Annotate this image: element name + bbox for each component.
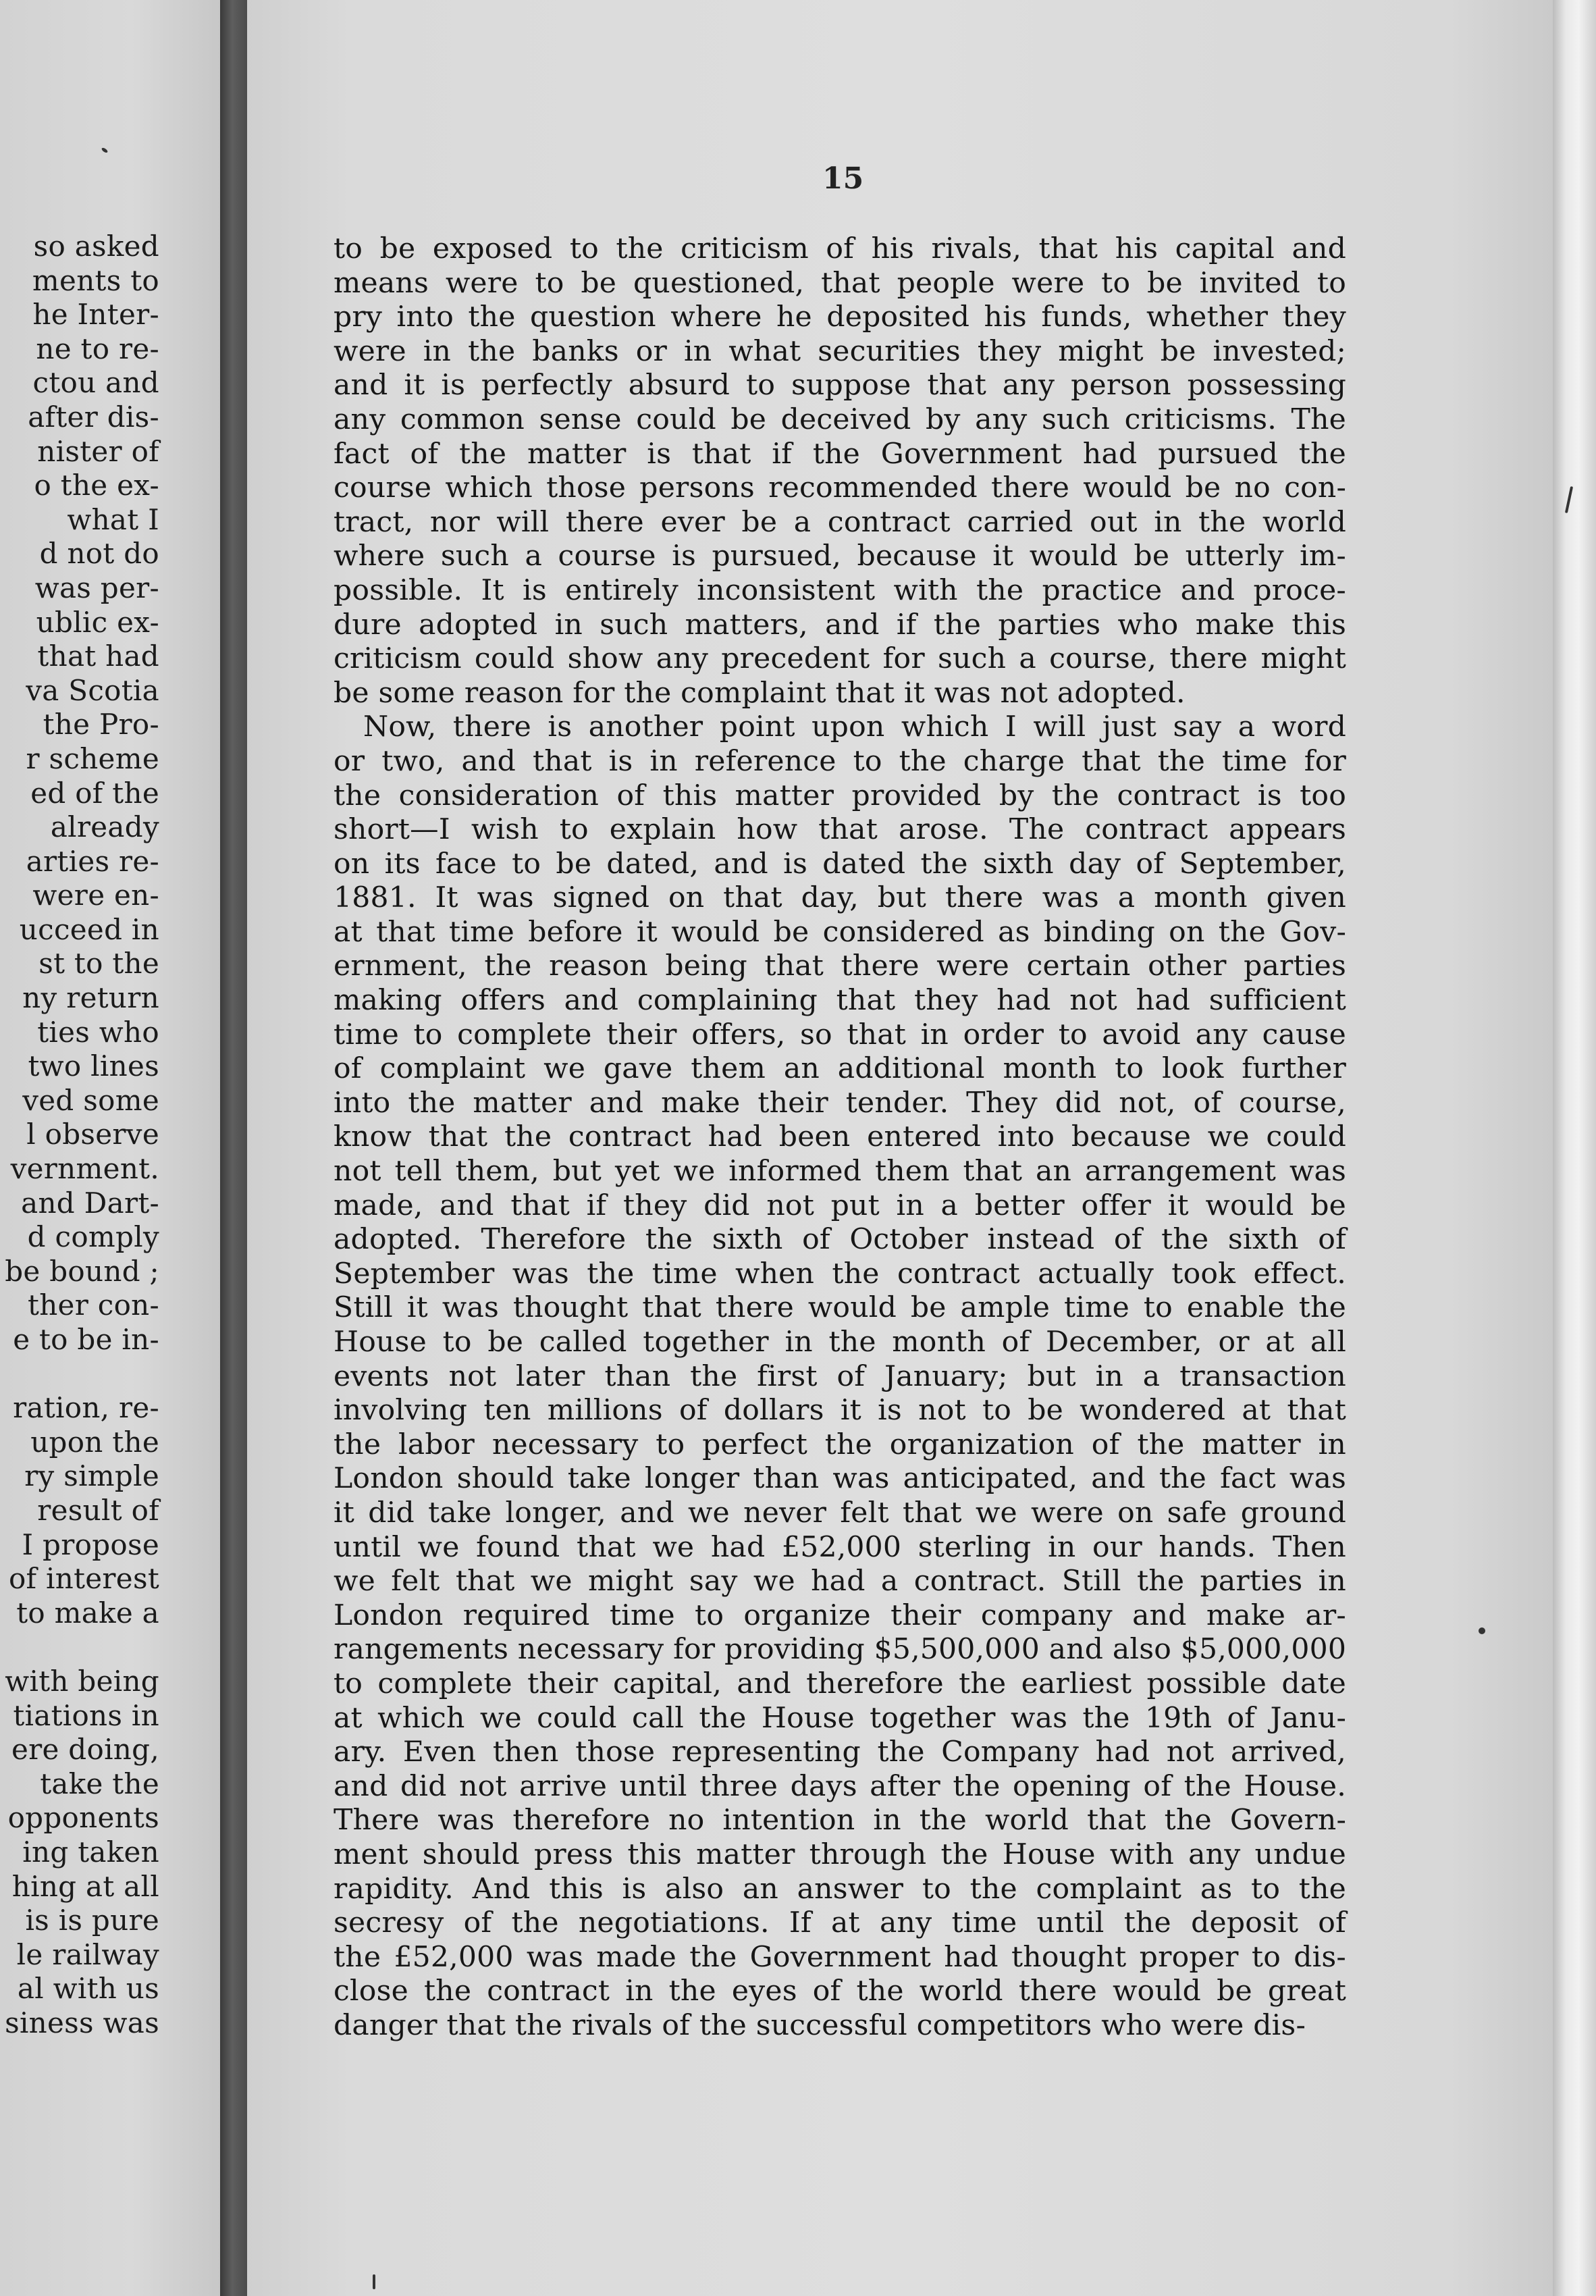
left-page-line: ing taken	[22, 1835, 159, 1869]
text-line: ernment, the reason being that there were certain other parties	[334, 949, 1346, 983]
left-page-line: of interest	[8, 1562, 159, 1596]
left-page-line: he Inter-	[32, 298, 159, 332]
text-line: the £52,000 was made the Government had thought proper to dis-	[334, 1940, 1346, 1974]
text-line: House to be called together in the month of December, or at all	[334, 1326, 1346, 1359]
text-line: close the contract in the eyes of the world there would be great	[334, 1975, 1346, 2008]
left-page-line: tiations in	[13, 1698, 159, 1732]
left-page-line: the Pro-	[43, 708, 159, 741]
left-page-line: ther con-	[28, 1288, 159, 1322]
text-line: of complaint we gave them an additional month to look further	[334, 1052, 1346, 1086]
text-line: September was the time when the contract actually took effect.	[334, 1257, 1346, 1290]
text-line: Still it was thought that there would be ample time to enable the	[334, 1291, 1346, 1325]
text-line: dure adopted in such matters, and if the parties who make this	[334, 608, 1346, 642]
left-page-line: ucceed in	[19, 912, 159, 946]
left-page-line: l observe	[26, 1118, 159, 1151]
left-page-line: al with us	[17, 1972, 159, 2006]
left-page-line: o the ex-	[34, 469, 159, 502]
left-page-line: ration, re-	[13, 1391, 159, 1425]
text-line: rangements necessary for providing $5,500,000 and also $5,000,000	[334, 1633, 1347, 1667]
left-page-line: siness was	[5, 2006, 159, 2039]
text-line: into the matter and make their tender. They did not, of course,	[334, 1086, 1346, 1120]
ink-speck	[373, 2274, 375, 2289]
page-edge	[1553, 0, 1596, 2296]
text-line: secresy of the negotiations. If at any time until the deposit of	[334, 1906, 1346, 1940]
text-line: to be exposed to the criticism of his rivals, that his capital and	[334, 232, 1346, 265]
left-page-line: upon the	[30, 1425, 159, 1459]
text-line: were in the banks or in what securities they might be invested;	[334, 334, 1346, 368]
left-page-line: ne to re-	[36, 332, 159, 365]
left-page-line: was per-	[34, 571, 159, 604]
left-page-line: d comply	[27, 1220, 159, 1254]
left-page-line: hing at all	[11, 1869, 159, 1903]
text-line: possible. It is entirely inconsistent with the practice and proce-	[334, 573, 1346, 607]
left-page-line: were en-	[32, 879, 159, 912]
left-page-line: ments to	[32, 263, 159, 297]
left-page-line: ry simple	[24, 1459, 159, 1493]
text-line: it did take longer, and we never felt that we were on safe ground	[334, 1496, 1346, 1530]
text-line: or two, and that is in reference to the charge that the time for	[334, 744, 1346, 778]
text-line: fact of the matter is that if the Government had pursued the	[334, 437, 1346, 471]
text-line: where such a course is pursued, because it would be utterly im-	[334, 540, 1346, 573]
left-page-line	[0, 1630, 159, 1665]
text-line: at that time before it would be considered as binding on the Gov-	[334, 915, 1346, 949]
text-line: be some reason for the complaint that it was not adopted.	[334, 676, 1186, 710]
left-page-line: I propose	[22, 1528, 159, 1561]
left-page-fragment	[0, 0, 220, 2296]
left-page-line: and Dart-	[21, 1186, 159, 1220]
text-line: means were to be questioned, that people were to be invited to	[334, 266, 1346, 300]
text-line: involving ten millions of dollars it is not to be wondered at that	[334, 1394, 1346, 1428]
text-line: at which we could call the House together was the 19th of Janu-	[334, 1701, 1346, 1735]
text-line: short—I wish to explain how that arose. The contract appears	[334, 813, 1346, 847]
left-page-line: ties who	[37, 1015, 159, 1049]
text-line: ary. Even then those representing the Company had not arrived,	[334, 1736, 1346, 1769]
left-page-line: to make a	[16, 1596, 159, 1629]
body-text	[334, 232, 1346, 2043]
text-line: any common sense could be deceived by any such criticisms. The	[334, 402, 1346, 436]
text-line: danger that the rivals of the successful competitors who were dis-	[334, 2008, 1306, 2042]
left-page-line: st to the	[38, 947, 159, 981]
left-page-line: d not do	[39, 537, 159, 571]
left-page-line: opponents	[7, 1801, 159, 1835]
text-line: the consideration of this matter provided by the contract is too	[334, 779, 1346, 812]
left-page-line: with being	[5, 1664, 159, 1698]
left-page-line: r scheme	[26, 741, 159, 775]
left-page-line: is is pure	[25, 1904, 159, 1937]
text-line: adopted. Therefore the sixth of October instead of the sixth of	[334, 1223, 1346, 1257]
text-line: criticism could show any precedent for such a course, there might	[334, 642, 1346, 676]
left-page-line	[0, 1357, 159, 1392]
left-page-line: result of	[37, 1493, 159, 1527]
page-number: 15	[822, 161, 864, 196]
left-page-line: what I	[67, 502, 159, 536]
left-page-line: ed of the	[30, 776, 159, 810]
left-page-line: so asked	[33, 230, 159, 263]
text-line: making offers and complaining that they had not had sufficient	[334, 984, 1346, 1018]
left-page-line: nister of	[37, 434, 159, 468]
text-line: pry into the question where he deposited his funds, whether they	[334, 301, 1346, 334]
left-page-line: vernment.	[10, 1152, 159, 1186]
left-page-line: two lines	[28, 1049, 159, 1083]
text-line: Now, there is another point upon which I will just say a word	[363, 710, 1346, 744]
text-line: 1881. It was signed on that day, but there was a month given	[334, 881, 1346, 915]
text-line: rapidity. And this is also an answer to the complaint as to the	[334, 1872, 1346, 1906]
left-page-line: arties re-	[26, 844, 159, 878]
ink-speck	[1479, 1627, 1485, 1634]
left-page-line: ny return	[22, 981, 159, 1015]
text-line: and it is perfectly absurd to suppose that any person possessing	[334, 369, 1346, 402]
text-line: and did not arrive until three days after the opening of the House.	[334, 1769, 1346, 1803]
text-line: not tell them, but yet we informed them that an arrangement was	[334, 1155, 1346, 1189]
book-gutter	[220, 0, 247, 2296]
text-line: London should take longer than was anticipated, and the fact was	[334, 1462, 1346, 1496]
text-line: time to complete their offers, so that in order to avoid any cause	[334, 1018, 1346, 1051]
text-line: made, and that if they did not put in a better offer it would be	[334, 1189, 1346, 1222]
text-line: London required time to organize their company and make ar-	[334, 1598, 1346, 1632]
text-line: we felt that we might say we had a contract. Still the parties in	[334, 1565, 1346, 1598]
text-line: events not later than the first of January; but in a transaction	[334, 1359, 1346, 1393]
left-page-line: after dis-	[28, 400, 159, 434]
left-page-line: e to be in-	[13, 1323, 159, 1356]
text-line: ment should press this matter through the House with any undue	[334, 1837, 1346, 1871]
left-page-line: that had	[37, 640, 159, 673]
text-line: the labor necessary to perfect the organization of the matter in	[334, 1428, 1346, 1461]
left-page-line: take the	[40, 1767, 159, 1800]
left-page-line: le railway	[16, 1937, 159, 1971]
text-line: There was therefore no intention in the world that the Govern-	[334, 1804, 1346, 1837]
left-page-line: ctou and	[32, 366, 159, 400]
text-line: to complete their capital, and therefore the earliest possible date	[334, 1667, 1346, 1700]
left-page-line: be bound ;	[5, 1254, 159, 1288]
left-page-text	[0, 230, 159, 2040]
text-line: on its face to be dated, and is dated the sixth day of September,	[334, 847, 1346, 881]
left-page-line: ere doing,	[11, 1733, 159, 1767]
left-page-line: ublic ex-	[36, 605, 159, 639]
left-page-line: already	[50, 810, 159, 844]
text-line: until we found that we had £52,000 sterling in our hands. Then	[334, 1530, 1346, 1564]
text-line: tract, nor will there ever be a contract carried out in the world	[334, 505, 1346, 539]
left-page-line: ved some	[22, 1083, 159, 1117]
text-line: course which those persons recommended there would be no con-	[334, 471, 1346, 505]
left-page-line: va Scotia	[26, 673, 159, 707]
text-line: know that the contract had been entered into because we could	[334, 1120, 1346, 1154]
